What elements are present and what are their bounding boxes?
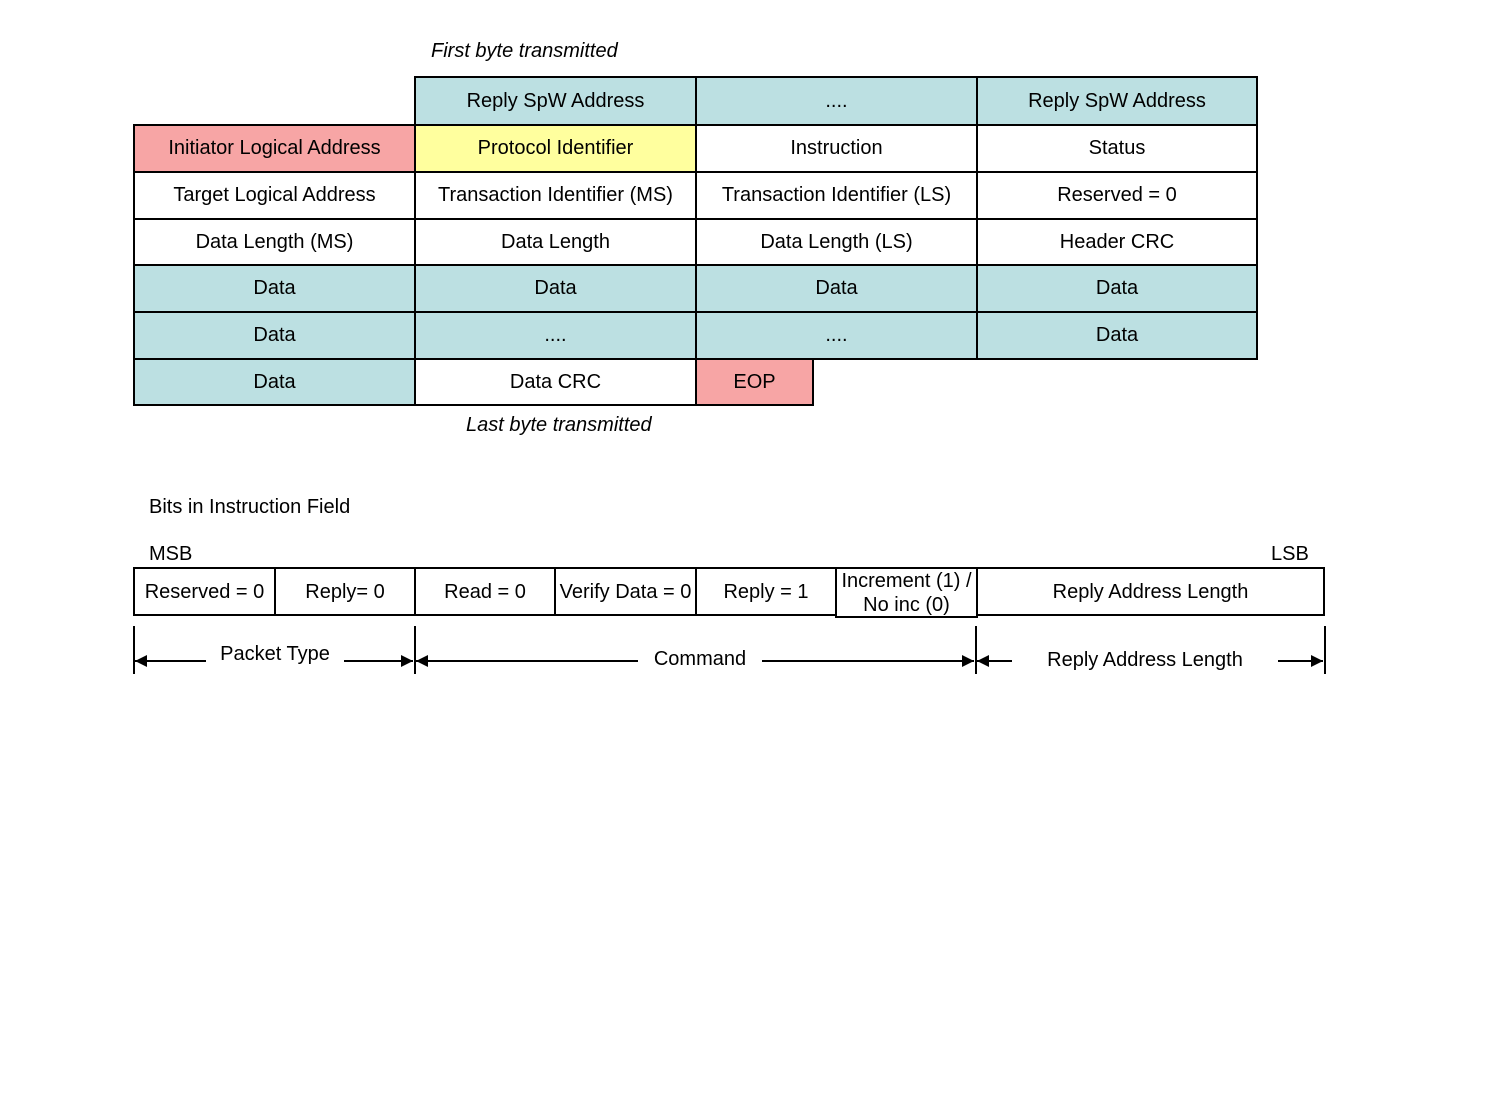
arrow-right-icon	[1311, 655, 1323, 667]
lsb-label: LSB	[1271, 543, 1309, 565]
reply-spw-address-cell: Reply SpW Address	[414, 76, 697, 126]
bit-increment: Increment (1) / No inc (0)	[835, 567, 978, 618]
data-cell: Data	[414, 264, 697, 313]
data-cell: Data	[976, 264, 1258, 313]
arrow-right-icon	[401, 655, 413, 667]
span-tick	[1324, 626, 1326, 674]
bit-reply-address-length: Reply Address Length	[976, 567, 1325, 616]
bit-verify-data: Verify Data = 0	[554, 567, 697, 616]
eop-cell: EOP	[695, 358, 814, 406]
arrow-left-icon	[977, 655, 989, 667]
data-length-ms-cell: Data Length (MS)	[133, 218, 416, 266]
reply-spw-address-cell: Reply SpW Address	[976, 76, 1258, 126]
target-logical-address-cell: Target Logical Address	[133, 171, 416, 220]
transaction-identifier-ms-cell: Transaction Identifier (MS)	[414, 171, 697, 220]
initiator-logical-address-cell: Initiator Logical Address	[133, 124, 416, 173]
msb-label: MSB	[149, 543, 193, 565]
instruction-cell: Instruction	[695, 124, 978, 173]
transaction-identifier-ls-cell: Transaction Identifier (LS)	[695, 171, 978, 220]
data-cell: Data	[976, 311, 1258, 360]
last-byte-label: Last byte transmitted	[466, 414, 652, 436]
bit-reserved: Reserved = 0	[133, 567, 276, 616]
arrow-left-icon	[135, 655, 147, 667]
arrow-left-icon	[416, 655, 428, 667]
reserved-cell: Reserved = 0	[976, 171, 1258, 220]
data-cell: Data	[133, 311, 416, 360]
data-crc-cell: Data CRC	[414, 358, 697, 406]
data-cell: Data	[695, 264, 978, 313]
data-length-ls-cell: Data Length (LS)	[695, 218, 978, 266]
header-crc-cell: Header CRC	[976, 218, 1258, 266]
instruction-field-title: Bits in Instruction Field	[149, 496, 351, 518]
protocol-identifier-cell: Protocol Identifier	[414, 124, 697, 173]
bit-read: Read = 0	[414, 567, 556, 616]
bit-reply-packet: Reply= 0	[274, 567, 416, 616]
bit-reply: Reply = 1	[695, 567, 837, 616]
command-label: Command	[638, 648, 762, 671]
arrow-right-icon	[962, 655, 974, 667]
ellipsis-cell: ....	[414, 311, 697, 360]
data-length-cell: Data Length	[414, 218, 697, 266]
ellipsis-cell: ....	[695, 76, 978, 126]
data-cell: Data	[133, 264, 416, 313]
ellipsis-cell: ....	[695, 311, 978, 360]
packet-type-label: Packet Type	[206, 643, 344, 666]
first-byte-label: First byte transmitted	[431, 40, 618, 62]
status-cell: Status	[976, 124, 1258, 173]
data-cell: Data	[133, 358, 416, 406]
reply-address-length-label: Reply Address Length	[1012, 649, 1278, 672]
